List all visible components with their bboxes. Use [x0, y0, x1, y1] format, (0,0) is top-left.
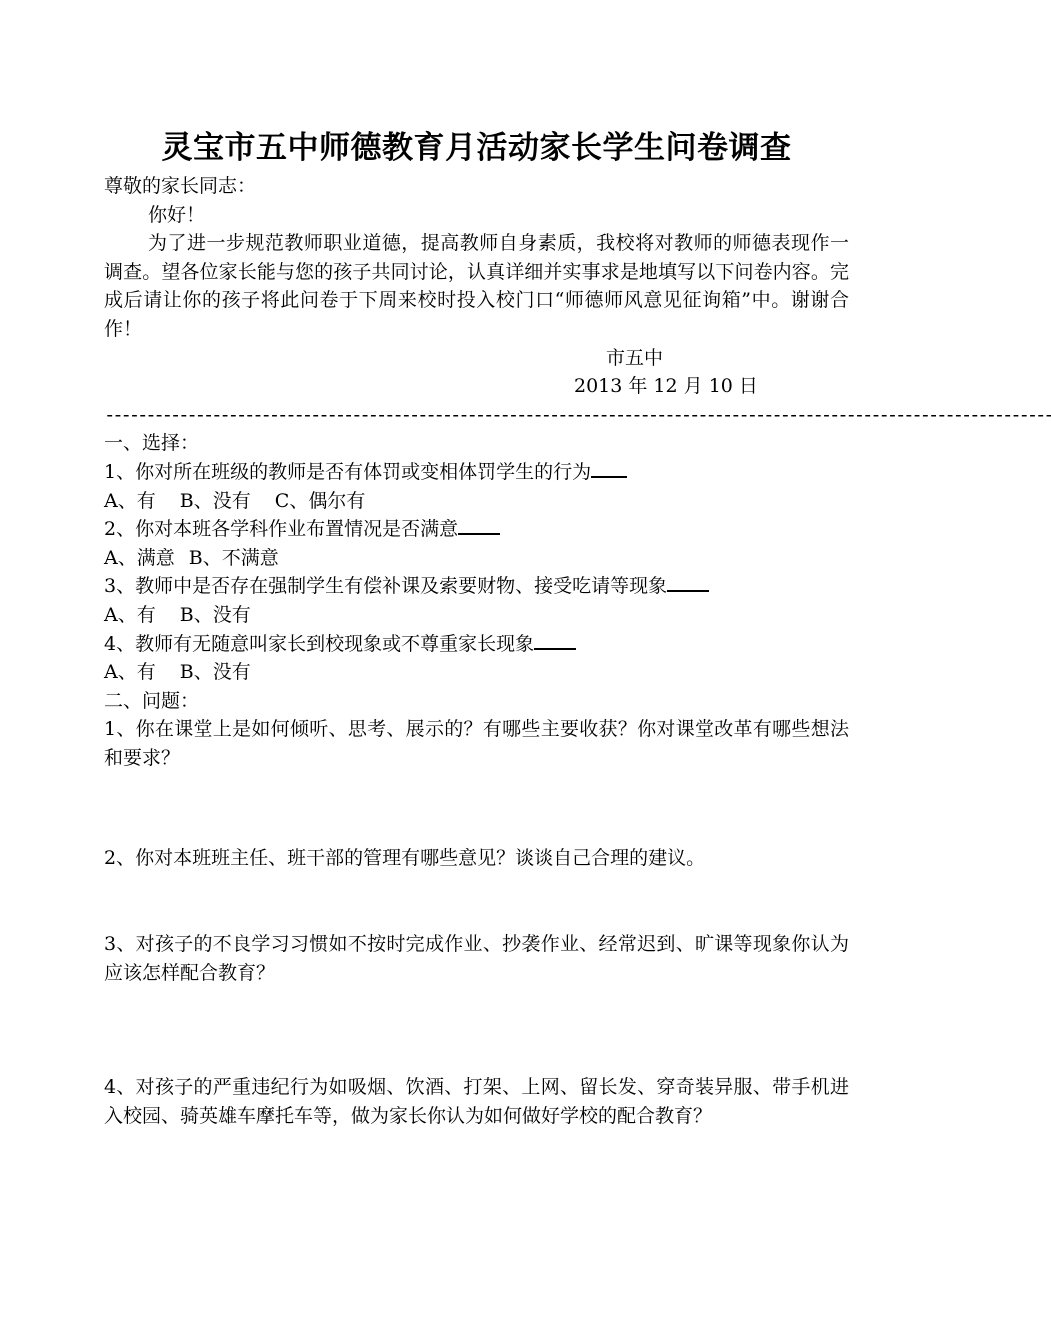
- question-text: 2、你对本班各学科作业布置情况是否满意: [104, 518, 459, 541]
- separator-line: -------------------------------------------------------------------------------------------------------------------: [104, 403, 1051, 426]
- choice-question-3: [104, 572, 849, 601]
- option-b[interactable]: B、没有: [179, 603, 251, 626]
- option-a[interactable]: A、满意: [104, 546, 175, 569]
- answer-blank[interactable]: [667, 572, 709, 592]
- option-c[interactable]: C、偶尔有: [274, 489, 366, 512]
- choice-options-3: [104, 601, 849, 630]
- section-one-heading: 一、选择：: [104, 432, 200, 455]
- choice-options-4: [104, 658, 849, 687]
- option-b[interactable]: B、不满意: [188, 546, 279, 569]
- open-question-4: 4、对孩子的严重违纪行为如吸烟、饮酒、打架、上网、留长发、穿奇装异服、带手机进入校园、骑英雄车摩托车等，做为家长你认为如何做好学校的配合教育？: [104, 1076, 849, 1127]
- choice-question-2: [104, 515, 849, 544]
- option-a[interactable]: A、有: [104, 603, 156, 626]
- answer-area-3[interactable]: [104, 987, 849, 1073]
- signature-date: 2013 年 12 月 10 日: [574, 375, 758, 398]
- section-two-heading: 二、问题：: [104, 689, 200, 712]
- questionnaire-page: [104, 120, 1051, 1130]
- answer-blank[interactable]: [534, 630, 576, 650]
- option-a[interactable]: A、有: [104, 489, 156, 512]
- choice-options-1: [104, 487, 849, 516]
- open-question-1: 1、你在课堂上是如何倾听、思考、展示的？有哪些主要收获？你对课堂改革有哪些想法和要求？: [104, 718, 849, 769]
- question-text: 1、你对所在班级的教师是否有体罚或变相体罚学生的行为: [104, 460, 592, 483]
- answer-area-1[interactable]: [104, 772, 849, 844]
- intro-paragraph: 为了进一步规范教师职业道德，提高教师自身素质，我校将对教师的师德表现作一调查。望各位家长能与您的孩子共同讨论，认真详细并实事求是地填写以下问卷内容。完成后请让你的孩子将此问卷于下周来校时投入校门口“师德师风意见征询箱”中。谢谢合作！: [104, 232, 849, 340]
- greeting: 你好！: [148, 203, 206, 226]
- choice-question-1: [104, 458, 849, 487]
- question-text: 3、教师中是否存在强制学生有偿补课及索要财物、接受吃请等现象: [104, 575, 668, 598]
- choice-question-4: [104, 630, 849, 659]
- salutation: 尊敬的家长同志：: [104, 175, 257, 197]
- answer-blank[interactable]: [458, 515, 500, 535]
- document-title: 灵宝市五中师德教育月活动家长学生问卷调查: [161, 130, 792, 166]
- answer-area-2[interactable]: [104, 873, 849, 930]
- signature-school: 市五中: [606, 346, 664, 369]
- open-question-3: 3、对孩子的不良学习习惯如不按时完成作业、抄袭作业、经常迟到、旷课等现象你认为应该怎样配合教育？: [104, 933, 849, 984]
- open-question-2: 2、你对本班班主任、班干部的管理有哪些意见？谈谈自己合理的建议。: [104, 847, 706, 870]
- option-b[interactable]: B、没有: [179, 489, 251, 512]
- option-b[interactable]: B、没有: [179, 661, 251, 684]
- answer-blank[interactable]: [591, 458, 627, 478]
- choice-options-2: [104, 544, 849, 573]
- option-a[interactable]: A、有: [104, 661, 156, 684]
- question-text: 4、教师有无随意叫家长到校现象或不尊重家长现象: [104, 632, 535, 655]
